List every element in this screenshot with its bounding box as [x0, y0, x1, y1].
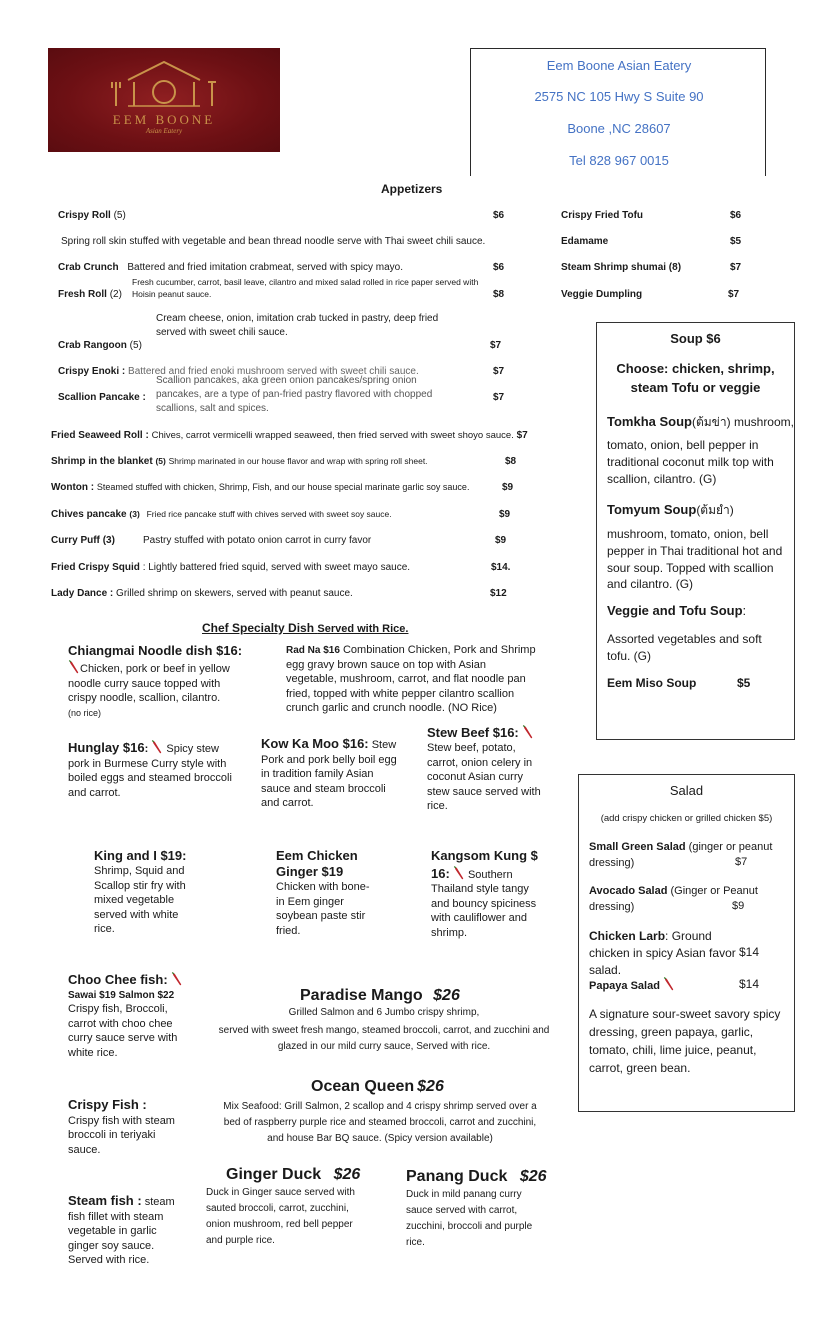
crab-rangoon-desc: Cream cheese, onion, imitation crab tucked in pastry, deep fried served with sweet chili sauce. — [156, 313, 439, 338]
crispy-enoki — [58, 366, 419, 377]
radna-desc: Combination Chicken, Pork and Shrimp egg gravy brown sauce on top with Asian vegetable, mushroom, carrot, and flat noodle pan fried, topped with white pepper cilantro scallion crunch garlic and crunch noodle. (NO Rice) — [286, 644, 536, 715]
small-green-salad — [589, 840, 785, 872]
veggie-tofu-soup — [607, 603, 746, 618]
restaurant-logo — [48, 48, 280, 152]
crab-rangoon — [58, 340, 142, 351]
fresh-roll-price: $8 — [493, 289, 505, 300]
kangsom-desc: Southern Thailand style tangy and bouncy spiciness with cauliflower and shrimp. — [431, 868, 537, 939]
larb-price: $14 — [739, 945, 760, 959]
scallion-pancake — [58, 392, 146, 403]
wonton-name: Wonton : — [51, 482, 95, 493]
shrimp-blanket — [51, 456, 428, 467]
curry-puff-name: Curry Puff — [51, 535, 100, 546]
papaya-name: Papaya Salad — [589, 980, 660, 992]
kingandi-desc: Shrimp, Squid and Scallop stir fry with mixed vegetable served with white rice. — [94, 865, 186, 936]
small-green-name: Small Green Salad — [589, 841, 686, 853]
soup-title: Soup $6 — [670, 331, 721, 346]
logo-wordmark: EEM BOONE — [112, 112, 216, 127]
kingandi-name: King and I $19: — [94, 848, 187, 863]
logo-emblem — [48, 48, 280, 152]
small-green-desc: (ginger or peanut dressing) — [589, 841, 773, 869]
steamfish-block — [68, 1192, 176, 1268]
fried-crispy-squid-name: Fried Crispy Squid — [51, 562, 140, 573]
hunglay-name: Hunglay $16 — [68, 740, 145, 755]
fried-crispy-squid-desc: Lightly battered fried squid, served with sweet mayo sauce. — [148, 562, 411, 573]
appetizers-heading: Appetizers — [381, 182, 443, 196]
side-app-price: $5 — [730, 236, 742, 247]
tomkha-desc: tomato, onion, bell pepper in traditional coconut milk top with scallion, cilantro. (G) — [607, 438, 774, 486]
crispy-roll-desc: Spring roll skin stuffed with vegetable and bean thread noodle serve with Thai sweet chili sauce. — [61, 236, 486, 247]
crispy-roll — [58, 210, 126, 221]
chili-pepper-icon — [68, 660, 80, 674]
address-line-1: 2575 NC 105 Hwy S Suite 90 — [534, 89, 704, 104]
hunglay-desc: Spicy stew pork in Burmese Curry style with boiled eggs and steamed broccoli and carrot. — [68, 743, 232, 799]
salad-box — [578, 774, 795, 1112]
tomkha-soup — [607, 413, 794, 432]
larb-name: Chicken Larb — [589, 929, 666, 943]
choochee-sub: Sawai $19 Salmon $22 — [68, 990, 175, 1001]
ocean-queen-desc: Mix Seafood: Grill Salmon, 2 scallop and 4 crispy shrimp served over a bed of raspberry purple rice and steamed broccoli, carrot and zucchini, and house Bar BQ sauce. (Spicy version available) — [223, 1101, 537, 1144]
address-box — [470, 48, 766, 176]
radna-name: Rad Na $16 — [286, 645, 340, 656]
tomkha-first: mushroom, — [733, 415, 794, 429]
phone-number: Tel 828 967 0015 — [569, 153, 669, 168]
soup-box — [596, 322, 795, 740]
kangsom-block — [431, 848, 543, 940]
fried-crispy-squid-sep: : — [142, 562, 146, 573]
eemginger-name: Eem Chicken Ginger $19 — [276, 848, 358, 880]
fried-seaweed-roll-desc: Chives, carrot vermicelli wrapped seaweed, then fried served with sweet shoyo sauce. — [151, 430, 514, 441]
chives-pancake-desc: Fried rice pancake stuff with chives served with sweet soy sauce. — [146, 509, 392, 519]
stewbeef-heading — [427, 725, 534, 740]
crispyfish-desc: Crispy fish with steam broccoli in teriyaki sauce. — [68, 1114, 175, 1156]
wonton-desc: Steamed stuffed with chicken, Shrimp, Fish, and our house special marinate garlic soy sauce. — [96, 482, 470, 492]
fresh-roll — [58, 289, 122, 300]
fried-crispy-squid — [51, 562, 410, 573]
crab-crunch-desc: Battered and fried imitation crabmeat, served with spicy mayo. — [127, 262, 404, 273]
curry-puff-price: $9 — [495, 535, 507, 546]
chives-pancake-price: $9 — [499, 509, 511, 520]
panang-duck-heading — [406, 1168, 547, 1186]
ginger-duck-price: $26 — [333, 1166, 361, 1183]
tomyum-desc: mushroom, tomato, onion, bell pepper in Thai traditional hot and sour soup. Topped with scallion and cilantro. (G) — [607, 527, 783, 592]
lady-dance-sep: : — [109, 588, 114, 599]
veggie-soup-colon: : — [742, 603, 747, 618]
lady-dance-price: $12 — [490, 588, 507, 599]
larb-desc: : Ground chicken in spicy Asian favor salad. — [589, 929, 736, 977]
eemginger-desc: Chicken with bone-in Eem ginger soybean paste stir fried. — [276, 881, 370, 937]
shrimp-blanket-price: $8 — [505, 456, 517, 467]
wonton-price: $9 — [502, 482, 514, 493]
tomyum-thai: (ต้มยำ) — [696, 503, 734, 517]
curry-puff — [51, 535, 115, 546]
crab-crunch-price: $6 — [493, 262, 505, 273]
crispy-roll-price: $6 — [493, 210, 505, 221]
shrimp-blanket-qty: (5) — [155, 456, 166, 466]
side-app-name: Steam Shrimp shumai (8) — [561, 262, 682, 273]
chiangmai-name: Chiangmai Noodle dish $16: — [68, 643, 243, 658]
chili-pepper-icon — [453, 866, 465, 880]
side-app-name: Veggie Dumpling — [561, 289, 643, 300]
chili-pepper-icon — [151, 740, 163, 754]
papaya-desc: A signature sour-sweet savory spicy dressing, green papaya, garlic, tomato, chili, lime juice, peanut, carrot, green bean. — [589, 1007, 781, 1075]
crispy-enoki-sep: : — [121, 366, 126, 377]
chives-pancake-qty: (3) — [129, 509, 140, 519]
paradise-desc-1: Grilled Salmon and 6 Jumbo crispy shrimp, — [288, 1007, 480, 1018]
chiangmai-desc: Chicken, pork or beef in yellow noodle curry sauce topped with crispy noodle, scallion, cilantro. — [68, 663, 230, 705]
steamfish-desc: steam fish fillet with steam vegetable in garlic ginger soy sauce. Served with rice. — [68, 1196, 175, 1267]
crispy-enoki-desc: Battered and fried enoki mushroom served with sweet chili sauce. — [128, 366, 419, 377]
radna-block — [286, 643, 538, 716]
address-line-2: Boone ,NC 28607 — [567, 121, 671, 136]
ocean-queen-name: Ocean Queen — [311, 1078, 415, 1095]
crispy-roll-name: Crispy Roll — [58, 210, 111, 221]
kangsom-name: Kangsom Kung $ 16 — [431, 848, 538, 881]
ginger-duck-desc: Duck in Ginger sauce served with sauted broccoli, carrot, zucchini, onion mushroom, red bell pepper and purple rice. — [206, 1187, 355, 1246]
scallion-pancake-sep: : — [142, 392, 146, 403]
lady-dance-desc: Grilled shrimp on skewers, served with peanut sauce. — [116, 588, 353, 599]
fried-seaweed-roll — [51, 430, 528, 441]
kangsom-colon: : — [445, 865, 450, 881]
chili-pepper-icon — [663, 977, 675, 991]
paradise-desc-2: served with sweet fresh mango, steamed broccoli, carrot, and zucchini and glazed in our mild curry sauce, Served with rice. — [218, 1025, 550, 1052]
paradise-heading — [300, 987, 460, 1005]
chiangmai-desc-block — [68, 660, 236, 706]
fresh-roll-desc: Fresh cucumber, carrot, basil leave, cilantro and mixed salad rolled in rice paper served with Hoisin peanut sauce. — [132, 277, 479, 299]
chives-pancake-name: Chives pancake — [51, 509, 127, 520]
ginger-duck-name: Ginger Duck — [226, 1166, 322, 1183]
tomyum-soup — [607, 501, 734, 520]
avocado-name: Avocado Salad — [589, 885, 668, 897]
chicken-larb — [589, 928, 739, 978]
kowka-block — [261, 735, 401, 811]
ocean-queen-heading — [311, 1078, 444, 1096]
chef-specialty-heading — [202, 621, 408, 635]
side-app-price: $6 — [730, 210, 742, 221]
side-app-price: $7 — [728, 289, 740, 300]
small-green-price: $7 — [735, 856, 748, 868]
chef-specialty-title: Chef Specialty Dish — [202, 621, 315, 635]
crab-crunch — [58, 262, 478, 273]
tomyum-name: Tomyum Soup — [607, 502, 697, 517]
scallion-pancake-price: $7 — [493, 392, 505, 403]
soup-choose: Choose: chicken, shrimp, steam Tofu or veggie — [616, 361, 775, 395]
choochee-desc: Crispy fish, Broccoli, carrot with choo chee curry sauce serve with white rice. — [68, 1003, 178, 1059]
crab-crunch-name: Crab Crunch — [58, 262, 119, 273]
crab-rangoon-name: Crab Rangoon — [58, 340, 127, 351]
logo-subtitle: Asian Eatery — [145, 127, 183, 135]
panang-duck-price: $26 — [519, 1168, 547, 1185]
miso-soup-price: $5 — [737, 676, 751, 690]
tomkha-thai: (ต้มข่า) — [691, 415, 731, 429]
veggie-soup-name: Veggie and Tofu Soup — [607, 603, 743, 618]
paradise-name: Paradise Mango — [300, 987, 423, 1004]
side-app-name: Edamame — [561, 236, 609, 247]
kowka-desc: Stew Pork and pork belly boil egg in tradition family Asian sauce and steam broccoli and carrot. — [261, 739, 397, 810]
fried-seaweed-roll-price: $7 — [516, 430, 528, 441]
side-app-price: $7 — [730, 262, 742, 273]
salad-addon: (add crispy chicken or grilled chicken $5) — [600, 813, 773, 824]
hunglay-block — [68, 739, 234, 800]
crispyfish-block — [68, 1096, 180, 1157]
tomkha-name: Tomkha Soup — [607, 414, 692, 429]
curry-puff-desc: Pastry stuffed with potato onion carrot in curry favor — [143, 535, 372, 546]
chili-pepper-icon — [522, 725, 534, 739]
fried-crispy-squid-price: $14. — [491, 562, 511, 573]
crispy-enoki-name: Crispy Enoki — [58, 366, 120, 377]
panang-duck-desc: Duck in mild panang curry sauce served with carrot, zucchini, broccoli and purple rice. — [406, 1189, 533, 1248]
crispyfish-name: Crispy Fish : — [68, 1097, 147, 1112]
restaurant-name: Eem Boone Asian Eatery — [546, 58, 692, 73]
ocean-queen-price: $26 — [417, 1078, 444, 1095]
ginger-duck-heading — [226, 1166, 360, 1184]
choochee-heading — [68, 972, 183, 987]
panang-duck-name: Panang Duck — [406, 1168, 508, 1185]
fried-seaweed-roll-name: Fried Seaweed Roll : — [51, 430, 149, 441]
veggie-soup-desc: Assorted vegetables and soft tofu. (G) — [607, 632, 762, 663]
scallion-pancake-desc: Scallion pancakes, aka green onion pancakes/spring onion pancakes, are a type of pan-fried pastry flavored with chopped scallions, salt and spices. — [156, 375, 433, 414]
salad-title: Salad — [669, 783, 704, 798]
fresh-roll-name: Fresh Roll — [58, 289, 107, 300]
wonton — [51, 482, 469, 493]
crab-rangoon-qty: (5) — [129, 340, 142, 351]
hunglay-colon: : — [144, 743, 149, 755]
avocado-price: $9 — [732, 900, 745, 912]
stewbeef-name: Stew Beef $16: — [427, 725, 519, 740]
curry-puff-qty: (3) — [102, 535, 115, 546]
crispy-enoki-price: $7 — [493, 366, 505, 377]
side-app-name: Crispy Fried Tofu — [561, 210, 644, 221]
stewbeef-desc: Stew beef, potato, carrot, onion celery in coconut Asian curry stew sauce served with rice. — [427, 742, 541, 813]
steamfish-name: Steam fish : — [68, 1193, 142, 1208]
chives-pancake — [51, 509, 392, 520]
kowka-name: Kow Ka Moo $16: — [261, 736, 369, 751]
crab-rangoon-price: $7 — [490, 340, 502, 351]
lady-dance — [51, 588, 353, 599]
avocado-salad — [589, 884, 785, 916]
shrimp-blanket-desc: Shrimp marinated in our house flavor and wrap with spring roll sheet. — [168, 456, 428, 466]
fresh-roll-qty: (2) — [109, 289, 122, 300]
paradise-price: $26 — [433, 987, 460, 1004]
shrimp-blanket-name: Shrimp in the blanket — [51, 456, 153, 467]
scallion-pancake-name: Scallion Pancake — [58, 392, 140, 403]
papaya-salad — [589, 977, 675, 992]
chef-specialty-suffix: Served with Rice. — [317, 623, 409, 635]
crispy-roll-qty: (5) — [113, 210, 126, 221]
miso-soup-name: Eem Miso Soup — [607, 676, 697, 690]
lady-dance-name: Lady Dance — [51, 588, 108, 599]
avocado-desc: (Ginger or Peanut dressing) — [589, 885, 758, 913]
papaya-price: $14 — [739, 977, 760, 991]
chiangmai-note: (no rice) — [68, 708, 102, 718]
chili-pepper-icon — [171, 972, 183, 986]
choochee-name: Choo Chee fish: — [68, 972, 168, 987]
